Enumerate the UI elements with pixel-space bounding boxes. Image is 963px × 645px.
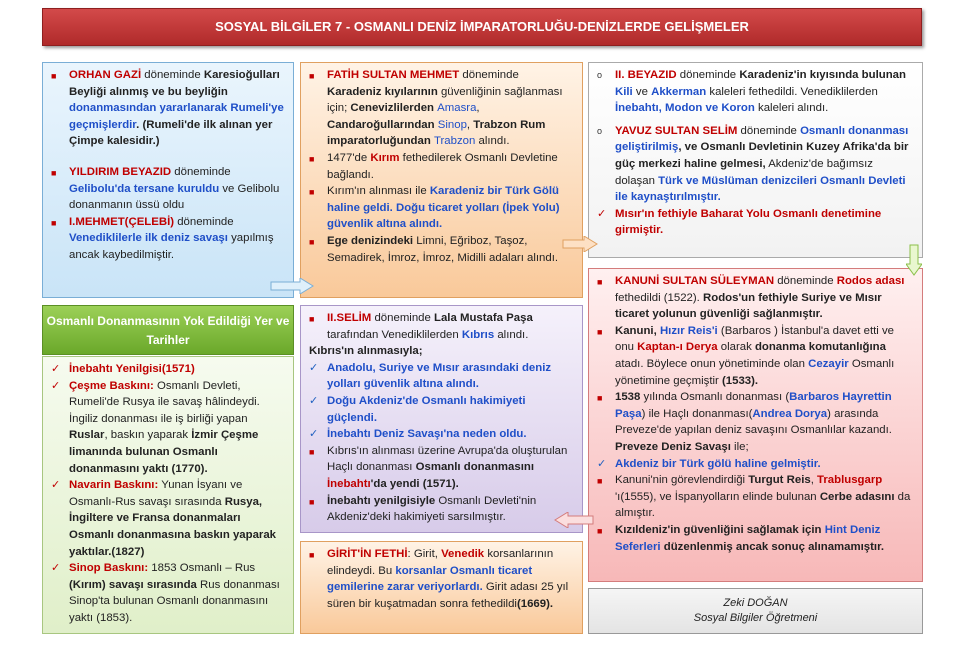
check-icon: ✓ bbox=[51, 379, 61, 392]
check-icon: ✓ bbox=[51, 479, 61, 492]
destruction-heading: Osmanlı Donanmasının Yok Edildiği Yer ve Tarihler bbox=[42, 305, 294, 355]
list-item: ■ YILDIRIM BEYAZID döneminde Gelibolu'da tersane kuruldu ve Gelibolu donanmanın üssü oldu bbox=[51, 165, 280, 212]
square-bullet-icon: ■ bbox=[309, 236, 315, 247]
list-item: ✓ Sinop Baskını: 1853 Osmanlı – Rus (Kırım) savaşı sırasında Rus donanması Sinop'ta bulunan Osmanlı donanmasını yaktı (1853). bbox=[51, 562, 280, 624]
list-item: ■ KANUNİ SULTAN SÜLEYMAN döneminde Rodos adası fethedildi (1522). Rodos'un fethiyle Suriye ve Mısır ticaret yolunun güvenliği sağlanmıştır. bbox=[597, 275, 905, 321]
list-item: ■ GİRİT'İN FETHİ: Girit, Venedik korsanlarının elindeydi. Bu korsanlar Osmanlı ticaret gemilerine zarar veriyorlardı. Girit adası 25 yıl süren bir kuşatmadan sonra fethedildi(1669). bbox=[309, 548, 569, 610]
check-icon: ✓ bbox=[51, 562, 61, 575]
list-item: ✓ Akdeniz bir Türk gölü haline gelmiştir. bbox=[615, 456, 916, 473]
list-item: ■ 1477'de Kırım fethedilerek Osmanlı Devletine bağlandı. bbox=[309, 151, 558, 181]
square-bullet-icon: ■ bbox=[597, 277, 603, 287]
check-icon: ✓ bbox=[309, 361, 319, 374]
circle-bullet-icon: o bbox=[597, 70, 603, 80]
square-bullet-icon: ■ bbox=[309, 496, 315, 507]
list-item: ■ II.SELİM döneminde Lala Mustafa Paşa tarafından Venediklilerden Kıbrıs alındı. bbox=[309, 312, 533, 341]
selim-box bbox=[300, 305, 583, 533]
square-bullet-icon: ■ bbox=[309, 550, 315, 560]
list-item: o YAVUZ SULTAN SELİM döneminde Osmanlı donanması geliştirilmiş, ve Osmanlı Devletinin Kuzey Afrika'da bir güç merkezi haline gelmesi, Akdeniz'de bağımsız dolaşan Türk ve Müslüman denizcileri Osmanlı Devleti ile kaynaştırılmıştır. bbox=[597, 124, 909, 204]
page-title: SOSYAL BİLGİLER 7 - OSMANLI DENİZ İMPARATORLUĞU-DENİZLERDE GELİŞMELER bbox=[42, 8, 922, 46]
list-item: ■ İnebahtı yenilgisiyle Osmanlı Devleti'nin Akdeniz'deki hakimiyeti sarsılmıştır. bbox=[309, 494, 537, 524]
subheading: Kıbrıs'ın alınmasıyla; bbox=[309, 345, 423, 358]
list-item: ■ 1538 yılında Osmanlı donanması (Barbaros Hayrettin Paşa) ile Haçlı donanması(Andrea Dorya) arasında Preveze'de yapılan deniz savaşını Osmanlılar kazandı. Preveze Deniz Savaşı ile; bbox=[597, 391, 892, 453]
check-icon: ✓ bbox=[597, 207, 607, 220]
square-bullet-icon: ■ bbox=[597, 326, 603, 337]
fatih-box bbox=[300, 62, 583, 298]
beyazid-yavuz-box bbox=[588, 62, 923, 258]
list-item: ✓ Anadolu, Suriye ve Mısır arasındaki deniz yolları güvenlik altına alındı. bbox=[309, 361, 552, 391]
arrow-right-icon bbox=[270, 278, 314, 294]
check-icon: ✓ bbox=[309, 394, 319, 407]
list-item: ✓ Doğu Akdeniz'de Osmanlı hakimiyeti güçlendi. bbox=[309, 394, 526, 424]
list-item: ■ Kıbrıs'ın alınması üzerine Avrupa'da oluşturulan Haçlı donanması Osmanlı donanmasını İnebahtı'da yendi (1571). bbox=[309, 444, 568, 490]
check-icon: ✓ bbox=[309, 428, 319, 441]
destruction-box bbox=[42, 356, 294, 634]
square-bullet-icon: ■ bbox=[309, 71, 315, 81]
list-item: ■ Kızıldeniz'in güvenliğini sağlamak için Hint Deniz Seferleri düzenlenmiş ancak sonuç alınamamıştır. bbox=[597, 523, 885, 553]
square-bullet-icon: ■ bbox=[597, 393, 603, 404]
list-item: ■ Kanuni, Hızır Reis'i (Barbaros ) İstanbul'a davet etti ve onu Kaptan-ı Derya olarak donanma komutanlığına atadı. Böylece onun yönetiminde olan Cezayir Osmanlı yönetimine geçmiştir (1533). bbox=[597, 324, 895, 387]
list-item: ✓ İnebahtı Yenilgisi(1571) bbox=[69, 361, 287, 378]
arrow-down-icon bbox=[906, 244, 922, 276]
list-item: o II. BEYAZID döneminde Karadeniz'in kıyısında bulunan Kili ve Akkerman kaleleri fethedildi. Venediklilerden İnebahtı, Modon ve Koron kaleleri alındı. bbox=[597, 69, 906, 115]
square-bullet-icon: ■ bbox=[51, 217, 57, 228]
list-item: ■ Kırım'ın alınması ile Karadeniz bir Türk Gölü haline geldi. Doğu ticaret yolları (İpek Yolu) güvenlik altına alındı. bbox=[309, 185, 560, 231]
square-bullet-icon: ■ bbox=[309, 314, 315, 324]
list-item: ✓ Navarin Baskını: Yunan İsyanı ve Osmanlı-Rus savaşı sırasında Rusya, İngiltere ve Fransa donanmaları Osmanlı donanmasına baskın yaparak yaktılar.(1827) bbox=[51, 479, 277, 558]
list-item: ■ I.MEHMET(ÇELEBİ) döneminde Venediklilerle ilk deniz savaşı yapılmış ancak kaybedilmiştir. bbox=[51, 215, 274, 261]
list-item: ✓ Çeşme Baskını: Osmanlı Devleti, Rumeli'de Rusya ile savaş hâlindeydi. İngiliz donanması ile iş birliği yapan Ruslar, baskın yaparak İzmir Çeşme limanında bulunan Osmanlı donanmasını yaktı (1770). bbox=[51, 379, 260, 475]
square-bullet-icon: ■ bbox=[309, 187, 315, 198]
signature-box bbox=[588, 588, 923, 634]
arrow-right-icon bbox=[562, 236, 598, 252]
square-bullet-icon: ■ bbox=[597, 476, 603, 487]
author-name: Zeki DOĞAN bbox=[723, 597, 788, 609]
arrow-left-icon bbox=[554, 512, 594, 528]
square-bullet-icon: ■ bbox=[51, 167, 57, 178]
circle-bullet-icon: o bbox=[597, 125, 603, 136]
check-icon: ✓ bbox=[51, 363, 61, 375]
kanuni-box bbox=[588, 268, 923, 582]
list-item: ■ Kanuni'nin görevlendirdiği Turgut Reis, Trablusgarp 'ı(1555), ve İspanyolların elinde bulunan Cerbe adasını da almıştır. bbox=[597, 474, 911, 520]
square-bullet-icon: ■ bbox=[597, 525, 603, 536]
list-item: ■ Ege denizindeki Limni, Eğriboz, Taşoz, Semadirek, İmroz, İmroz, Midilli adaları alındı. bbox=[309, 234, 559, 264]
check-icon: ✓ bbox=[597, 457, 607, 470]
list-item: ■ ORHAN GAZİ döneminde Karesioğulları Beyliği alınmış ve bu beyliğin donanmasından yararlanarak Rumeli'ye geçmişlerdir. (Rumeli'de ilk alınan yer Çimpe kalesidir.) bbox=[51, 69, 284, 148]
list-item: ✓ İnebahtı Deniz Savaşı'na neden oldu. bbox=[327, 426, 576, 443]
list-item: ■ FATİH SULTAN MEHMET döneminde Karadeniz kıyılarının güvenliğinin sağlanması için; Cenevizlilerden Amasra, Candaroğullarından Sinop, Trabzon Rum imparatorluğundan Trabzon alındı. bbox=[309, 69, 563, 148]
list-item: ✓ Mısır'ın fethiyle Baharat Yolu Osmanlı denetimine girmiştir. bbox=[597, 207, 882, 237]
square-bullet-icon: ■ bbox=[309, 446, 315, 457]
early-period-box bbox=[42, 62, 294, 298]
square-bullet-icon: ■ bbox=[51, 71, 57, 81]
square-bullet-icon: ■ bbox=[309, 153, 315, 164]
girit-box bbox=[300, 541, 583, 634]
author-role: Sosyal Bilgiler Öğretmeni bbox=[693, 612, 818, 624]
